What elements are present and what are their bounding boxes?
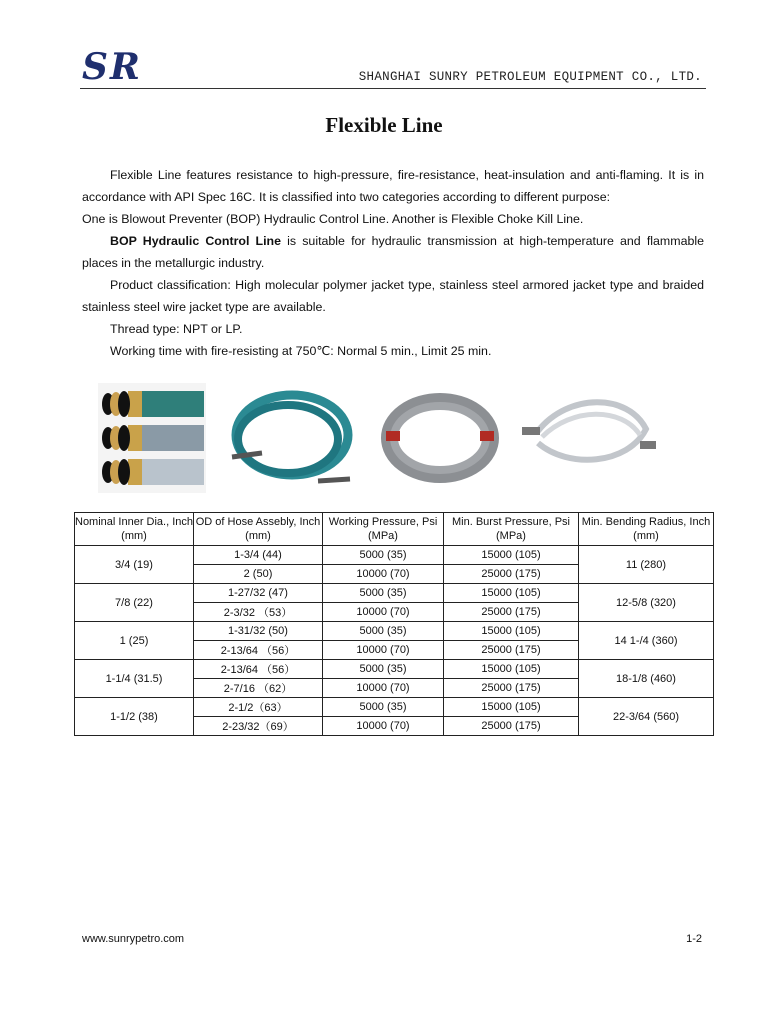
bending-radius-cell: 22-3/64 (560) xyxy=(579,698,714,736)
burst-pressure-cell: 15000 (105) xyxy=(444,584,579,603)
od-cell: 1-31/32 (50) xyxy=(194,622,323,641)
table-row xyxy=(75,584,714,603)
burst-pressure-cell: 15000 (105) xyxy=(444,622,579,641)
bending-radius-cell: 14 1-/4 (360) xyxy=(579,622,714,660)
od-cell: 2-23/32（69） xyxy=(194,717,323,736)
od-cell: 2-1/2（63） xyxy=(194,698,323,717)
working-pressure-cell: 5000 (35) xyxy=(323,546,444,565)
column-header: OD of Hose Assebly, Inch (mm) xyxy=(194,513,323,546)
od-cell: 1-27/32 (47) xyxy=(194,584,323,603)
categories-paragraph: One is Blowout Preventer (BOP) Hydraulic Control Line. Another is Flexible Choke Kill Line. xyxy=(82,212,584,226)
od-cell: 2-3/32 （53） xyxy=(194,603,323,622)
od-cell: 2-7/16 （62） xyxy=(194,679,323,698)
column-header: Nominal Inner Dia., Inch (mm) xyxy=(75,513,194,546)
armored-hose-coil-photo xyxy=(378,383,502,493)
burst-pressure-cell: 25000 (175) xyxy=(444,679,579,698)
bending-radius-cell: 18-1/8 (460) xyxy=(579,660,714,698)
working-time-paragraph: Working time with fire-resisting at 750℃: Normal 5 min., Limit 25 min. xyxy=(110,344,492,358)
burst-pressure-cell: 25000 (175) xyxy=(444,565,579,584)
classification-paragraph: Product classification: High molecular polymer jacket type, stainless steel armored jacket type and braided stainless steel wire jacket type are available. xyxy=(82,278,704,314)
burst-pressure-cell: 15000 (105) xyxy=(444,698,579,717)
burst-pressure-cell: 25000 (175) xyxy=(444,641,579,660)
table-row xyxy=(75,622,714,641)
working-pressure-cell: 5000 (35) xyxy=(323,660,444,679)
table-header-row xyxy=(75,513,714,546)
od-cell: 2-13/64 （56） xyxy=(194,641,323,660)
nominal-cell: 3/4 (19) xyxy=(75,546,194,584)
nominal-cell: 1-1/4 (31.5) xyxy=(75,660,194,698)
od-cell: 2-13/64 （56） xyxy=(194,660,323,679)
nominal-cell: 7/8 (22) xyxy=(75,584,194,622)
table-row xyxy=(75,546,714,565)
column-header: Working Pressure, Psi (MPa) xyxy=(323,513,444,546)
bop-paragraph xyxy=(82,230,704,274)
working-pressure-cell: 10000 (70) xyxy=(323,679,444,698)
table-row xyxy=(75,660,714,679)
working-pressure-cell: 10000 (70) xyxy=(323,717,444,736)
bending-radius-cell: 11 (280) xyxy=(579,546,714,584)
description-text xyxy=(82,164,704,362)
page-title: Flexible Line xyxy=(325,113,443,137)
burst-pressure-cell: 25000 (175) xyxy=(444,717,579,736)
thread-paragraph: Thread type: NPT or LP. xyxy=(110,322,243,336)
bop-description: is suitable for hydraulic transmission at high-temperature and flammable places in the metallurgic industry. xyxy=(82,234,704,270)
working-pressure-cell: 5000 (35) xyxy=(323,584,444,603)
working-pressure-cell: 10000 (70) xyxy=(323,603,444,622)
specification-table xyxy=(74,512,714,736)
bending-radius-cell: 12-5/8 (320) xyxy=(579,584,714,622)
nominal-cell: 1-1/2 (38) xyxy=(75,698,194,736)
burst-pressure-cell: 25000 (175) xyxy=(444,603,579,622)
working-pressure-cell: 5000 (35) xyxy=(323,698,444,717)
burst-pressure-cell: 15000 (105) xyxy=(444,546,579,565)
hose-cross-section-photo xyxy=(98,383,206,493)
teal-hose-coil-photo xyxy=(222,383,358,493)
od-cell: 2 (50) xyxy=(194,565,323,584)
company-name: SHANGHAI SUNRY PETROLEUM EQUIPMENT CO., LTD. xyxy=(358,70,702,84)
od-cell: 1-3/4 (44) xyxy=(194,546,323,565)
intro-paragraph: Flexible Line features resistance to high-pressure, fire-resistance, heat-insulation and anti-flaming. It is in accordance with API Spec 16C. It is classified into two categories according to different purpose: xyxy=(82,168,704,204)
bop-term: BOP Hydraulic Control Line xyxy=(110,234,282,248)
working-pressure-cell: 5000 (35) xyxy=(323,622,444,641)
page-header xyxy=(80,44,706,89)
company-logo: SR xyxy=(82,46,142,88)
table-row xyxy=(75,698,714,717)
braided-steel-hose-photo xyxy=(518,383,658,493)
footer-website: www.sunrypetro.com xyxy=(82,933,185,945)
column-header: Min. Burst Pressure, Psi (MPa) xyxy=(444,513,579,546)
working-pressure-cell: 10000 (70) xyxy=(323,565,444,584)
column-header: Min. Bending Radius, Inch (mm) xyxy=(579,513,714,546)
product-photos xyxy=(98,383,658,493)
page-number: 1-2 xyxy=(686,933,702,945)
burst-pressure-cell: 15000 (105) xyxy=(444,660,579,679)
working-pressure-cell: 10000 (70) xyxy=(323,641,444,660)
nominal-cell: 1 (25) xyxy=(75,622,194,660)
